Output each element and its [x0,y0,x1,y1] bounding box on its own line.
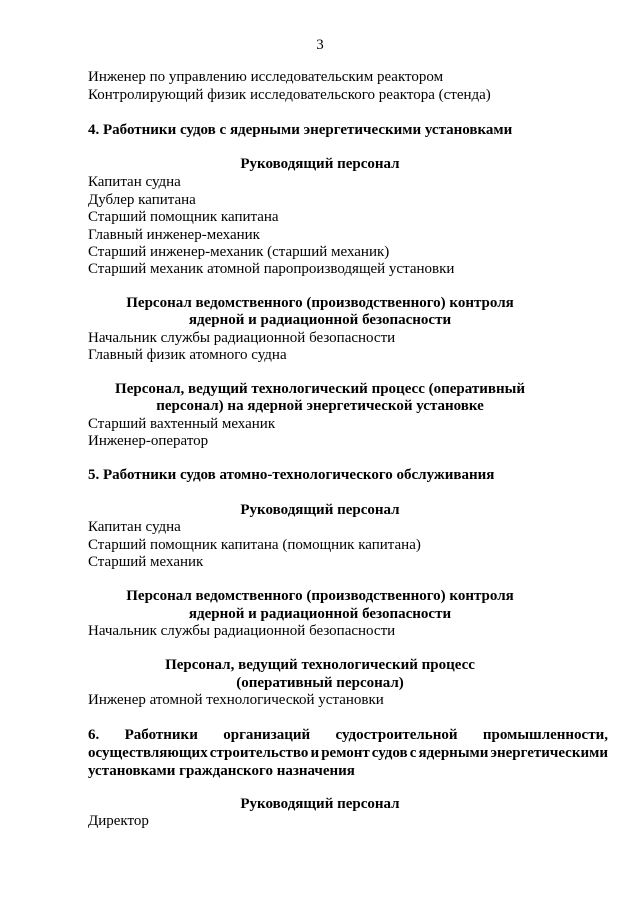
list-item: Капитан судна [88,519,181,535]
list-item: Инженер по управлению исследовательским реактором [88,69,444,85]
list-item: Дублер капитана [88,192,196,208]
list-item: Капитан судна [88,174,181,190]
section-4-control-heading: Персонал ведомственного (производственного) контроля [126,295,514,311]
page-number: 3 [316,37,324,53]
title-word: ремонт [321,745,370,761]
list-item: Инженер атомной технологической установки [88,692,384,708]
title-text: установками гражданского назначения [88,763,355,779]
title-word: судов [371,745,408,761]
title-word: и [310,745,320,761]
list-item: Старший механик [88,554,204,570]
list-item: Главный физик атомного судна [88,347,287,363]
section-6-title-line1 [88,726,608,744]
list-item: Старший помощник капитана [88,209,279,225]
list-item: Начальник службы радиационной безопасности [88,330,396,346]
section-5-oper-heading: Персонал, ведущий технологический процесс [165,657,475,673]
list-item: Старший механик атомной паропроизводящей установки [88,261,455,277]
section-5-control-heading: Персонал ведомственного (производственного) контроля [126,588,514,604]
title-word: осуществляющих [88,745,208,761]
list-item: Начальник службы радиационной безопасности [88,623,396,639]
section-6-title-line3 [88,762,608,780]
section-5-control-heading-line2: ядерной и радиационной безопасности [188,606,452,622]
section-4-oper-heading-line2: персонал) на ядерной энергетической установке [156,398,484,414]
title-word: с [409,745,417,761]
section-6-title-line2 [88,744,608,762]
title-word: строительство [209,745,309,761]
title-word: 6. [88,727,100,743]
section-4-control-heading-line2: ядерной и радиационной безопасности [188,312,452,328]
list-item: Главный инженер-механик [88,227,260,243]
list-item: Контролирующий физик исследовательского реактора (стенда) [88,87,491,103]
list-item: Инженер-оператор [88,433,209,449]
list-item: Директор [88,813,149,829]
section-4-oper-heading: Персонал, ведущий технологический процесс (оперативный [115,381,525,397]
section-5-mgmt-heading: Руководящий персонал [240,502,400,518]
section-4-mgmt-heading: Руководящий персонал [240,156,400,172]
title-word: организаций [223,727,311,743]
list-item: Старший вахтенный механик [88,416,276,432]
list-item: Старший помощник капитана (помощник капитана) [88,537,421,553]
list-item: Старший инженер-механик (старший механик) [88,244,390,260]
title-word: промышленности, [482,727,608,743]
title-word: ядерными [418,745,489,761]
section-5-title: 5. Работники судов атомно-технологического обслуживания [88,467,495,483]
section-5-oper-heading-line2: (оперативный персонал) [236,675,404,691]
title-word: энергетическими [490,745,608,761]
section-6-mgmt-heading: Руководящий персонал [240,796,400,812]
title-word: судостроительной [335,727,458,743]
section-4-title: 4. Работники судов с ядерными энергетическими установками [88,122,513,138]
title-word: Работники [124,727,198,743]
section-6-title [88,726,608,780]
